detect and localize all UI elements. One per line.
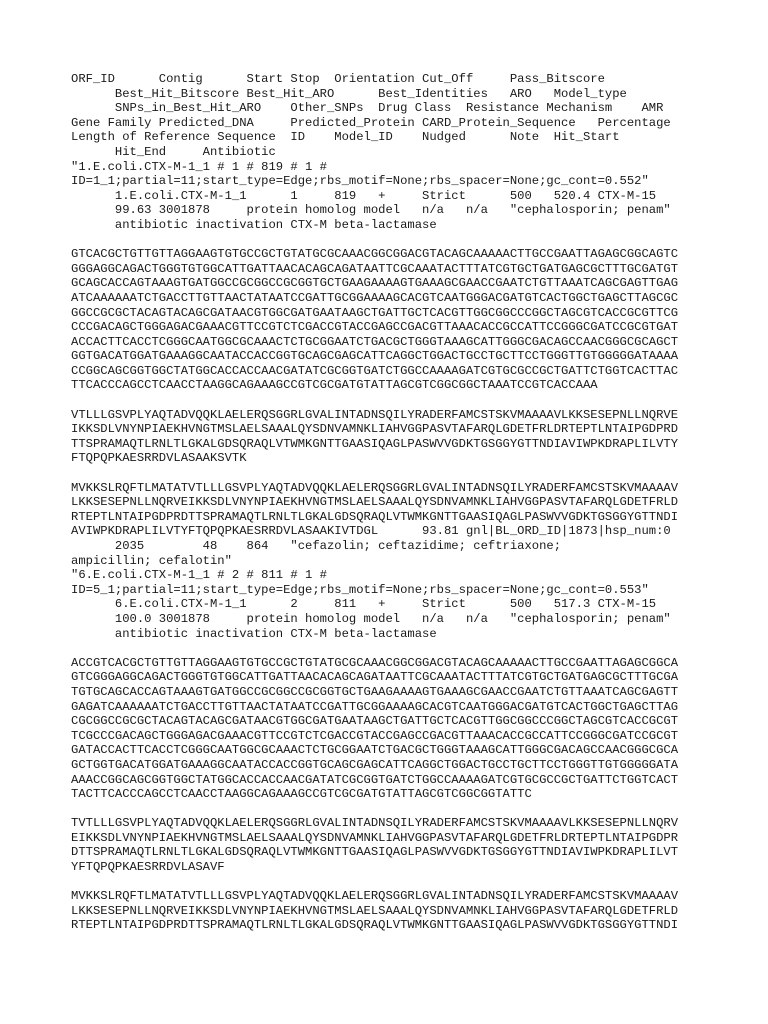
text-line: 6.E.coli.CTX-M-1_1 2 811 + Strict 500 517.3 CTX-M-15 — [71, 597, 657, 612]
text-line: RTEPTLNTAIPGDPRDTTSPRAMAQTLRNLTLGKALGDSQRAQLVTWMKGNTTGAASIQAGLPASWVVGDKTGSGGYGTTNDI — [71, 509, 679, 524]
text-line: 1.E.coli.CTX-M-1_1 1 819 + Strict 500 520.4 CTX-M-15 — [71, 188, 657, 203]
text-line: SNPs_in_Best_Hit_ARO Other_SNPs Drug Class Resistance Mechanism AMR — [71, 101, 664, 116]
text-line: AVIWPKDRAPLILVTYFTQPQPKAESRRDVLASAAKIVTDGL 93.81 gnl|BL_ORD_ID|1873|hsp_num:0 — [71, 524, 671, 539]
text-line: FTQPQPKAESRRDVLASAAKSVTK — [71, 451, 247, 466]
document-body — [71, 72, 711, 933]
text-line: GGTGACATGGATGAAAGGCAATACCACCGGTGCAGCGAGCATTCAGGCTGGACTGCCTGCTTCCTGGGTTGTGGGGGATAAAA — [71, 349, 679, 364]
text-line: ATCAAAAAATCTGACCTTGTTAACTATAATCCGATTGCGGAAAAGCACGTCAATGGGACGATGTCACTGGCTGAGCTTAGCGC — [71, 290, 679, 305]
text-line: TCGCCCGACAGCTGGGAGACGAAACGTTCCGTCTCGACCGTACCGAGCCGACGTTAAACACCGCCATTCCGGGCGATCCGCGT — [71, 728, 679, 743]
text-line: GCAGCACCAGTAAAGTGATGGCCGCGGCCGCGGTGCTGAAGAAAAGTGAAAGCGAACCGAATCTGTTAAATCAGCGAGTTGAG — [71, 276, 679, 291]
text-line: 100.0 3001878 protein homolog model n/a n/a "cephalosporin; penam" — [71, 611, 671, 626]
text-line: 2035 48 864 "cefazolin; ceftazidime; ceftriaxone; — [71, 539, 562, 553]
text-line: "1.E.coli.CTX-M-1_1 # 1 # 819 # 1 # — [71, 159, 327, 174]
text-line: 99.63 3001878 protein homolog model n/a n/a "cephalosporin; penam" — [71, 203, 671, 218]
text-line: DTTSPRAMAQTLRNLTLGKALGDSQRAQLVTWMKGNTTGAASIQAGLPASWVVGDKTGSGGYGTTNDIAVIWPKDRAPLILVT — [71, 845, 679, 860]
text-line: VTLLLGSVPLYAQTADVQQKLAELERQSGGRLGVALINTADNSQILYRADERFAMCSTSKVMAAAAVLKKSESEPNLLNQRVE — [71, 407, 679, 422]
text-line: GATACCACTTCACCTCGGGCAATGGCGCAAACTCTGCGGAATCTGACGCTGGGTAAAGCATTGGGCGACAGCCAACGGGCGCA — [71, 743, 679, 758]
text-line: TTCACCCAGCCTCAACCTAAGGCAGAAAGCCGTCGCGATGTATTAGCGTCGGCGGCTAAATCCGTCACCAAA — [71, 378, 598, 393]
text-line: Hit_End Antibiotic — [71, 144, 276, 159]
text-line: antibiotic inactivation CTX-M beta-lactamase — [71, 626, 437, 641]
blank-line — [71, 466, 711, 481]
blank-line — [71, 233, 711, 248]
blank-line — [71, 875, 711, 890]
text-line: CCCGACAGCTGGGAGACGAAACGTTCCGTCTCGACCGTACCGAGCCGACGTTAAACACCGCCATTCCGGGCGATCCGCGTGAT — [71, 320, 679, 335]
blank-line — [71, 393, 711, 408]
text-line: TTSPRAMAQTLRNLTLGKALGDSQRAQLVTWMKGNTTGAASIQAGLPASWVVGDKTGSGGYGTTNDIAVIWPKDRAPLILVTY — [71, 436, 679, 451]
text-line: MVKKSLRQFTLMATATVTLLLGSVPLYAQTADVQQKLAELERQSGGRLGVALINTADNSQILYRADERFAMCSTSKVMAAAAV — [71, 480, 679, 495]
text-line: CGCGGCCGCGCTACAGTACAGCGATAACGTGGCGATGAATAAGCTGATTGCTCACGTTGGCGGCCCGGCTAGCGTCACCGCGT — [71, 714, 679, 729]
text-line: GTCACGCTGTTGTTAGGAAGTGTGCCGCTGTATGCGCAAACGGCGGACGTACAGCAAAAACTTGCCGAATTAGAGCGGCAGTC — [71, 247, 679, 262]
text-line: ampicillin; cefalotin" — [71, 553, 232, 568]
text-line: TGTGCAGCACCAGTAAAGTGATGGCCGCGGCCGCGGTGCTGAAGAAAAGTGAAAGCGAACCGAATCTGTTAAATCAGCGAGTT — [71, 684, 679, 699]
text-line: antibiotic inactivation CTX-M beta-lactamase — [71, 217, 437, 232]
text-line: GTCGGGAGGCAGACTGGGTGTGGCATTGATTAACACAGCAGATAATTCGCAAATACTTTATCGTGCTGATGAGCGCTTTGCGA — [71, 670, 679, 685]
text-line: ORF_ID Contig Start Stop Orientation Cut_Off Pass_Bitscore — [71, 72, 605, 86]
text-line: GAGATCAAAAAATCTGACCTTGTTAACTATAATCCGATTGCGGAAAAGCACGTCAATGGGACGATGTCACTGGCTGAGCTTAG — [71, 699, 679, 714]
text-line: IKKSDLVNYNPIAEKHVNGTMSLAELSAAALQYSDNVAMNKLIAHVGGPASVTAFARQLGDETFRLDRTEPTLNTAIPGDPRD — [71, 422, 679, 437]
text-line: TVTLLLGSVPLYAQTADVQQKLAELERQSGGRLGVALINTADNSQILYRADERFAMCSTSKVMAAAAVLKKSESEPNLLNQRV — [71, 816, 679, 831]
text-line: MVKKSLRQFTLMATATVTLLLGSVPLYAQTADVQQKLAELERQSGGRLGVALINTADNSQILYRADERFAMCSTSKVMAAAAV — [71, 889, 679, 904]
text-line: EIKKSDLVNYNPIAEKHVNGTMSLAELSAAALQYSDNVAMNKLIAHVGGPASVTAFARQLGDETFRLDRTEPTLNTAIPGDPR — [71, 830, 679, 845]
text-line: Best_Hit_Bitscore Best_Hit_ARO Best_Identities ARO Model_type — [71, 86, 627, 101]
text-line: GGCCGCGCTACAGTACAGCGATAACGTGGCGATGAATAAGCTGATTGCTCACGTTGGCGGCCCGGCTAGCGTCACCGCGTTCG — [71, 305, 679, 320]
text-line: AAACCGGCAGCGGTGGCTATGGCACCACCAACGATATCGCGGTGATCTGGCCAAAAGATCGTGCGCCGCTGATTCTGGTCACT — [71, 772, 679, 787]
blank-line — [71, 802, 711, 817]
text-line: ACCACTTCACCTCGGGCAATGGCGCAAACTCTGCGGAATCTGACGCTGGGTAAAGCATTGGGCGACAGCCAACGGGCGCAGCT — [71, 334, 679, 349]
text-line: "6.E.coli.CTX-M-1_1 # 2 # 811 # 1 # — [71, 568, 327, 583]
text-line: YFTQPQPKAESRRDVLASAVF — [71, 860, 225, 875]
text-line: LKKSESEPNLLNQRVEIKKSDLVNYNPIAEKHVNGTMSLAELSAAALQYSDNVAMNKLIAHVGGPASVTAFARQLGDETFRLD — [71, 903, 679, 918]
text-line: LKKSESEPNLLNQRVEIKKSDLVNYNPIAEKHVNGTMSLAELSAAALQYSDNVAMNKLIAHVGGPASVTAFARQLGDETFRLD — [71, 495, 679, 510]
text-line: TACTTCACCCAGCCTCAACCTAAGGCAGAAAGCCGTCGCGATGTATTAGCGTCGGCGGTATTC — [71, 787, 532, 802]
text-line: Gene Family Predicted_DNA Predicted_Protein CARD_Protein_Sequence Percentage — [71, 115, 671, 130]
text-line: RTEPTLNTAIPGDPRDTTSPRAMAQTLRNLTLGKALGDSQRAQLVTWMKGNTTGAASIQAGLPASWVVGDKTGSGGYGTTNDI — [71, 918, 679, 933]
text-line: ID=1_1;partial=11;start_type=Edge;rbs_motif=None;rbs_spacer=None;gc_cont=0.552" — [71, 174, 649, 189]
text-line: ACCGTCACGCTGTTGTTAGGAAGTGTGCCGCTGTATGCGCAAACGGCGGACGTACAGCAAAAACTTGCCGAATTAGAGCGGCA — [71, 655, 679, 670]
text-line: CCGGCAGCGGTGGCTATGGCACCACCAACGATATCGCGGTGATCTGGCCAAAAGATCGTGCGCCGCTGATTCTGGTCACTTAC — [71, 363, 679, 378]
text-line: ID=5_1;partial=11;start_type=Edge;rbs_motif=None;rbs_spacer=None;gc_cont=0.553" — [71, 582, 649, 597]
text-line: GCTGGTGACATGGATGAAAGGCAATACCACCGGTGCAGCGAGCATTCAGGCTGGACTGCCTGCTTCCTGGGTTGTGGGGGATA — [71, 757, 679, 772]
text-line: Length of Reference Sequence ID Model_ID Nudged Note Hit_Start — [71, 130, 620, 145]
text-line: GGGAGGCAGACTGGGTGTGGCATTGATTAACACAGCAGATAATTCGCAAATACTTTATCGTGCTGATGAGCGCTTTGCGATGT — [71, 261, 679, 276]
blank-line — [71, 641, 711, 656]
